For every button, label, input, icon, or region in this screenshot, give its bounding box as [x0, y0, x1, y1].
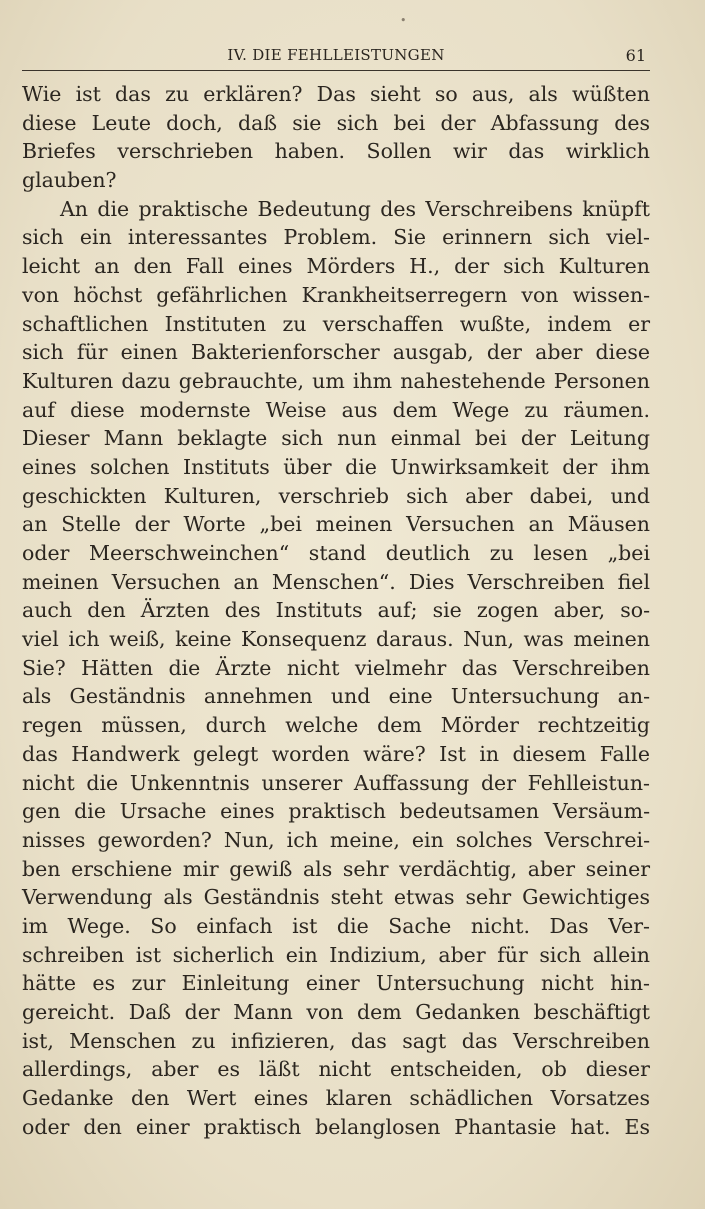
text-line: hätte es zur Einleitung einer Untersuchung nicht hin- [22, 971, 650, 996]
text-line: meinen Versuchen an Menschen“. Dies Verschreiben fiel [22, 569, 650, 594]
print-mark: • [400, 14, 407, 27]
text-line: Dieser Mann beklagte sich nun einmal bei der Leitung [22, 426, 650, 451]
text-line: diese Leute doch, daß sie sich bei der Abfassung des [22, 110, 650, 135]
text-line: regen müssen, durch welche dem Mörder rechtzeitig [22, 713, 650, 738]
text-line: oder Meerschweinchen“ stand deutlich zu lesen „bei [22, 541, 650, 565]
text-line: sich für einen Bakterienforscher ausgab, der aber diese [22, 340, 650, 365]
running-header [22, 46, 650, 71]
text-line: An die praktische Bedeutung des Verschreibens knüpft [60, 196, 650, 221]
text-line: Briefes verschrieben haben. Sollen wir das wirklich [22, 139, 650, 164]
chapter-title: IV. DIE FEHLLEISTUNGEN [227, 46, 445, 64]
text-line: ist, Menschen zu infizieren, das sagt das Verschreiben [22, 1028, 650, 1053]
text-line: sich ein interessantes Problem. Sie erinnern sich viel- [22, 225, 650, 250]
text-line: gereicht. Daß der Mann von dem Gedanken beschäftigt [22, 1000, 650, 1024]
text-line: an Stelle der Worte „bei meinen Versuchen an Mäusen [22, 512, 650, 537]
text-line: viel ich weiß, keine Konsequenz daraus. Nun, was meinen [22, 627, 650, 652]
text-line: auch den Ärzten des Instituts auf; sie zogen aber, so- [22, 598, 650, 623]
text-line: im Wege. So einfach ist die Sache nicht. Das Ver- [22, 913, 650, 938]
text-line: allerdings, aber es läßt nicht entscheiden, ob dieser [22, 1057, 650, 1082]
text-line: leicht an den Fall eines Mörders H., der sich Kulturen [22, 254, 650, 279]
body-text [22, 80, 650, 1141]
text-line: Sie? Hätten die Ärzte nicht vielmehr das Verschreiben [22, 655, 650, 680]
text-line: Verwendung als Geständnis steht etwas sehr Gewichtiges [22, 885, 650, 910]
text-line: glauben? [22, 168, 117, 193]
text-line: eines solchen Instituts über die Unwirksamkeit der ihm [22, 454, 650, 479]
page-number: 61 [625, 46, 646, 65]
text-line: schaftlichen Instituten zu verschaffen wußte, indem er [22, 311, 650, 336]
text-line: nicht die Unkenntnis unserer Auffassung der Fehlleistun- [22, 770, 650, 795]
text-line: von höchst gefährlichen Krankheitserregern von wissen- [22, 282, 650, 307]
text-line: als Geständnis annehmen und eine Untersuchung an- [22, 684, 650, 709]
text-line: Kulturen dazu gebrauchte, um ihm nahestehende Personen [22, 368, 650, 393]
text-line: Gedanke den Wert eines klaren schädlichen Vorsatzes [22, 1086, 650, 1111]
text-line: geschickten Kulturen, verschrieb sich aber dabei, und [22, 483, 650, 508]
text-line: auf diese modernste Weise aus dem Wege zu räumen. [22, 397, 650, 422]
text-line: ben erschiene mir gewiß als sehr verdächtig, aber seiner [22, 856, 650, 881]
text-line: Wie ist das zu erklären? Das sieht so aus, als wüßten [22, 82, 650, 106]
text-line: oder den einer praktisch belanglosen Phantasie hat. Es [22, 1114, 650, 1139]
text-line: das Handwerk gelegt worden wäre? Ist in diesem Falle [22, 741, 650, 766]
text-line: gen die Ursache eines praktisch bedeutsamen Versäum- [22, 799, 650, 824]
text-line: schreiben ist sicherlich ein Indizium, aber für sich allein [22, 942, 650, 967]
text-line: nisses geworden? Nun, ich meine, ein solches Verschrei- [22, 827, 650, 852]
